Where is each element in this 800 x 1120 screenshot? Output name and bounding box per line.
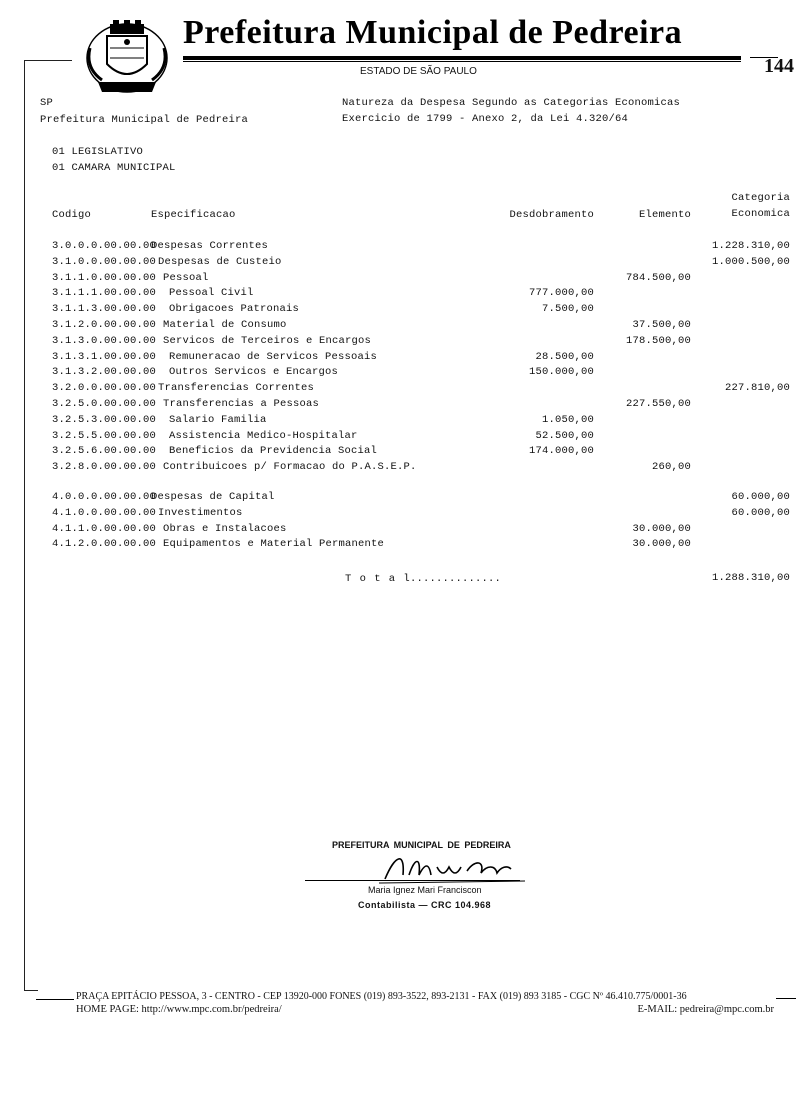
row-specification: Pessoal Civil [169,287,254,300]
col-header-elemento: Elemento [638,209,691,221]
footer-rule-left [36,999,74,1000]
total-value: 1.288.310,00 [711,572,790,584]
row-code: 3.1.1.1.00.00.00 [52,287,157,300]
total-dots: .............. [410,573,502,585]
row-desdobramento: 150.000,00 [528,366,594,379]
row-specification: Investimentos [158,506,243,519]
row-code: 3.2.5.5.00.00.00 [52,429,157,442]
col-header-codigo: Codigo [52,209,92,221]
row-specification: Obras e Instalacoes [163,522,287,535]
row-categoria: 60.000,00 [731,506,790,519]
row-code: 4.0.0.0.00.00.00 [52,491,157,503]
signer-role: Contabilista — CRC 104.968 [358,900,492,910]
uf-label: SP [40,97,54,109]
row-categoria: 1.228.310,00 [711,240,790,252]
state-label: ESTADO DE SÃO PAULO [360,66,477,77]
handwritten-signature [375,845,535,890]
col-header-economica: Economica [731,208,790,220]
row-code: 3.2.5.3.00.00.00 [52,413,157,426]
signature-line [305,880,520,881]
row-specification: Despesas de Custeio [158,255,282,268]
row-categoria: 60.000,00 [731,491,790,503]
entity-name: Prefeitura Municipal de Pedreira [40,114,249,126]
row-specification: Transferencias a Pessoas [163,398,320,410]
row-specification: Despesas de Capital [151,491,275,503]
row-specification: Equipamentos e Material Permanente [163,538,385,551]
signature-stamp: PREFEITURA MUNICIPAL DE PEDREIRA [332,840,511,850]
row-elemento: 30.000,00 [632,538,691,551]
footer-address: PRAÇA EPITÁCIO PESSOA, 3 - CENTRO - CEP 13920-000 FONES (019) 893-3522, 893-2131 - FAX (019) 893 3185 - CGC Nº 46.410.775/0001-36 [76,991,687,1002]
row-specification: Salario Familia [169,413,267,426]
row-code: 3.2.8.0.00.00.00 [52,461,157,474]
row-specification: Material de Consumo [163,319,287,331]
row-specification: Pessoal [163,271,209,284]
row-elemento: 227.550,00 [625,398,691,410]
row-code: 3.1.3.2.00.00.00 [52,366,157,379]
row-code: 3.1.0.0.00.00.00 [52,255,157,268]
row-desdobramento: 777.000,00 [528,287,594,300]
row-code: 3.1.1.0.00.00.00 [52,271,157,284]
row-specification: Servicos de Terceiros e Encargos [163,334,372,347]
scan-margin-tick [24,60,72,61]
title-rule-thin [183,61,741,62]
row-code: 3.1.1.3.00.00.00 [52,303,157,316]
row-elemento: 37.500,00 [632,319,691,331]
row-specification: Assistencia Medico-Hospitalar [169,429,358,442]
col-header-especificacao: Especificacao [151,209,236,221]
row-code: 4.1.2.0.00.00.00 [52,538,157,551]
row-specification: Outros Servicos e Encargos [169,366,339,379]
row-code: 4.1.0.0.00.00.00 [52,506,157,519]
row-code: 3.2.5.0.00.00.00 [52,398,157,410]
row-code: 3.1.3.0.00.00.00 [52,334,157,347]
row-desdobramento: 28.500,00 [535,350,594,363]
page-number: 144 [764,55,794,77]
row-elemento: 178.500,00 [625,334,691,347]
row-code: 3.2.5.6.00.00.00 [52,445,157,458]
row-elemento: 260,00 [651,461,691,474]
row-specification: Despesas Correntes [151,240,269,252]
row-specification: Remuneracao de Servicos Pessoais [169,350,378,363]
total-label: T o t a l [345,573,411,585]
row-code: 3.0.0.0.00.00.00 [52,240,157,252]
footer-homepage: HOME PAGE: http://www.mpc.com.br/pedreira/ [76,1004,282,1015]
row-code: 3.1.3.1.00.00.00 [52,350,157,363]
row-specification: Contribuicoes p/ Formacao do P.A.S.E.P. [163,461,417,474]
row-desdobramento: 7.500,00 [541,303,594,316]
report-subtitle: Exercicio de 1799 - Anexo 2, da Lei 4.320/64 [342,113,629,125]
municipal-coat-of-arms-icon [80,18,175,98]
scan-margin-tick [24,990,38,991]
unit-camara: 01 CAMARA MUNICIPAL [52,162,176,174]
row-specification: Transferencias Correntes [158,382,315,395]
footer-email: E-MAIL: pedreira@mpc.com.br [637,1004,774,1015]
page-title: Prefeitura Municipal de Pedreira [183,14,683,51]
row-code: 3.1.2.0.00.00.00 [52,319,157,331]
row-desdobramento: 1.050,00 [541,413,594,426]
row-elemento: 784.500,00 [625,271,691,284]
signer-name: Maria Ignez Mari Franciscon [368,885,482,895]
row-elemento: 30.000,00 [632,522,691,535]
footer-rule-right [776,998,796,999]
row-specification: Beneficios da Previdencia Social [169,445,378,458]
row-specification: Obrigacoes Patronais [169,303,300,316]
unit-legislativo: 01 LEGISLATIVO [52,146,144,158]
row-code: 3.2.0.0.00.00.00 [52,382,157,395]
col-header-desdobramento: Desdobramento [509,209,594,221]
scan-margin-line [24,60,25,990]
row-categoria: 1.000.500,00 [711,255,790,268]
row-categoria: 227.810,00 [724,382,790,395]
row-code: 4.1.1.0.00.00.00 [52,522,157,535]
report-title: Natureza da Despesa Segundo as Categorias Economicas [342,97,681,109]
row-desdobramento: 52.500,00 [535,429,594,442]
col-header-categoria: Categoria [731,192,790,204]
row-desdobramento: 174.000,00 [528,445,594,458]
title-rule [183,56,741,60]
